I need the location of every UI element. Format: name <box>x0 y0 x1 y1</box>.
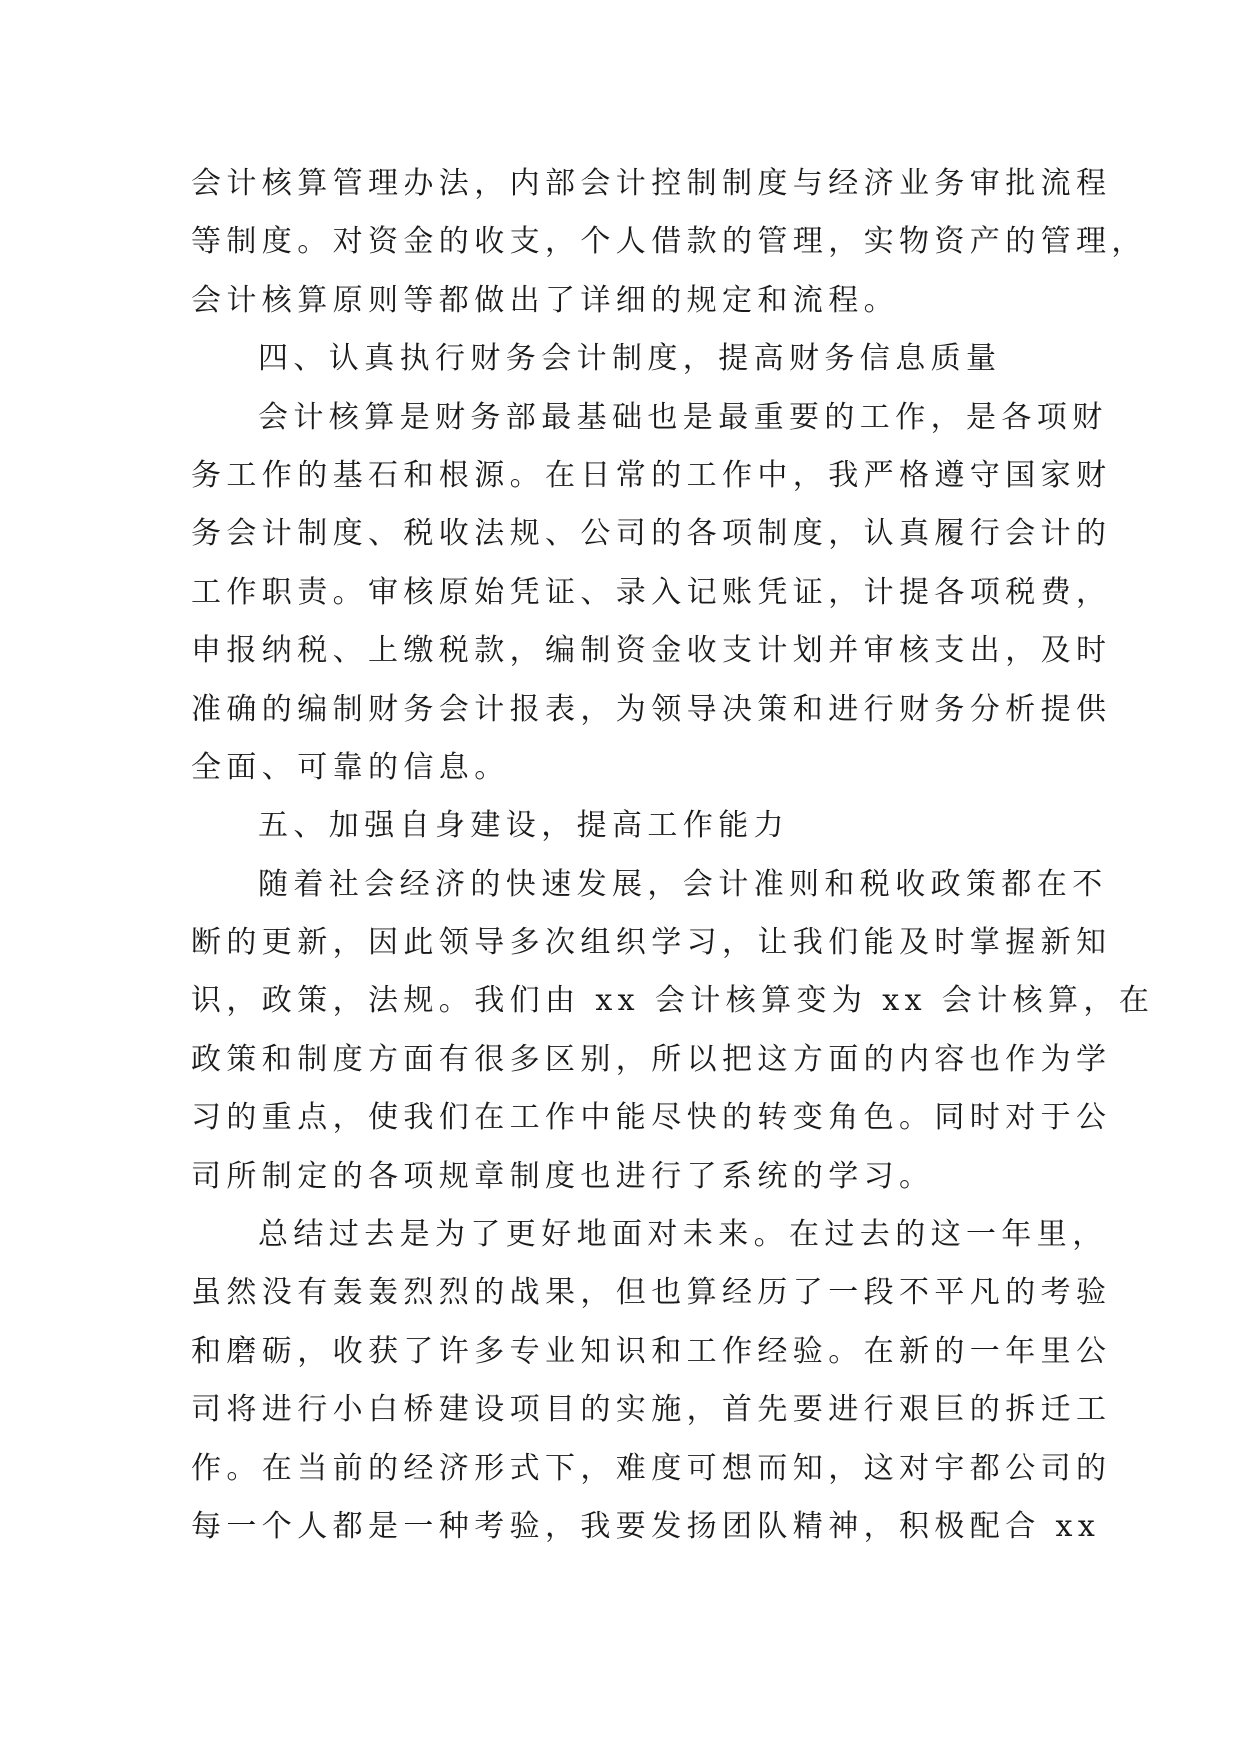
text-line: 等制度。对资金的收支，个人借款的管理，实物资产的管理， <box>191 224 1147 260</box>
text-line: 全面、可靠的信息。 <box>191 749 510 785</box>
text-line: 会计核算管理办法，内部会计控制制度与经济业务审批流程 <box>191 166 1112 201</box>
text-line: 虽然没有轰轰烈烈的战果，但也算经历了一段不平凡的考验 <box>191 1275 1112 1311</box>
text-line: 政策和制度方面有很多区别，所以把这方面的内容也作为学 <box>191 1041 1112 1077</box>
text-line: 和磨砺，收获了许多专业知识和工作经验。在新的一年里公 <box>191 1333 1112 1369</box>
text-line: 务会计制度、税收法规、公司的各项制度，认真履行会计的 <box>191 516 1112 552</box>
text-line: 司将进行小白桥建设项目的实施，首先要进行艰巨的拆迁工 <box>191 1392 1112 1428</box>
text-line: 习的重点，使我们在工作中能尽快的转变角色。同时对于公 <box>191 1100 1112 1136</box>
text-line: 作。在当前的经济形式下，难度可想而知，这对宇都公司的 <box>191 1450 1112 1486</box>
text-line: 五、加强自身建设，提高工作能力 <box>258 808 789 844</box>
document-body <box>191 155 1155 1556</box>
text-line: 申报纳税、上缴税款，编制资金收支计划并审核支出，及时 <box>191 633 1112 669</box>
text-line: 工作职责。审核原始凭证、录入记账凭证，计提各项税费， <box>191 574 1112 610</box>
text-line: 会计核算原则等都做出了详细的规定和流程。 <box>191 282 899 318</box>
text-line: 随着社会经济的快速发展，会计准则和税收政策都在不 <box>258 866 1108 902</box>
text-line: 断的更新，因此领导多次组织学习，让我们能及时掌握新知 <box>191 925 1112 961</box>
text-line: 识，政策，法规。我们由 xx 会计核算变为 xx 会计核算，在 <box>191 983 1155 1019</box>
text-line: 总结过去是为了更好地面对未来。在过去的这一年里， <box>258 1217 1108 1253</box>
text-line: 务工作的基石和根源。在日常的工作中，我严格遵守国家财 <box>191 457 1112 493</box>
text-line: 会计核算是财务部最基础也是最重要的工作，是各项财 <box>258 399 1108 435</box>
text-line: 准确的编制财务会计报表，为领导决策和进行财务分析提供 <box>191 691 1112 727</box>
text-line: 每一个人都是一种考验，我要发扬团队精神，积极配合 xx <box>191 1508 1101 1544</box>
text-line: 司所制定的各项规章制度也进行了系统的学习。 <box>191 1158 935 1194</box>
text-line: 四、认真执行财务会计制度，提高财务信息质量 <box>258 341 1002 377</box>
